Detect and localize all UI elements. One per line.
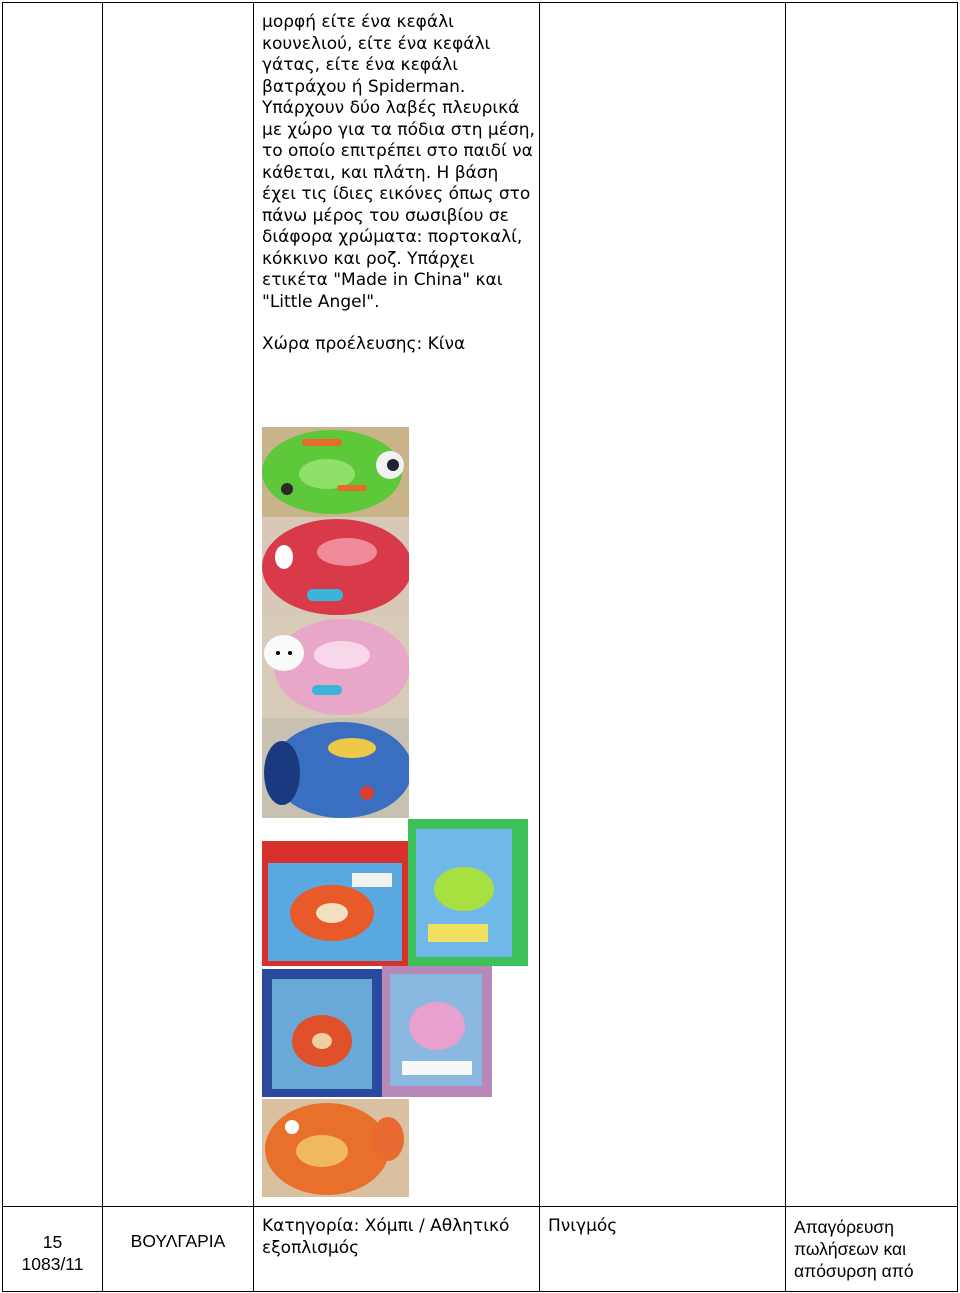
red-packaged-float-photo (262, 841, 408, 966)
pink-cat-float-photo (262, 615, 409, 718)
risk-type: Πνιγμός (548, 1216, 618, 1236)
col-border-4 (539, 2, 540, 1292)
blue-spiderman-float-photo (262, 718, 409, 818)
table-top-border (2, 2, 958, 3)
col-border-2 (102, 2, 103, 1292)
table-bottom-border (2, 1291, 958, 1292)
product-description-cell (262, 12, 537, 356)
blue-packaged-float-photo (262, 969, 382, 1097)
product-category: Κατηγορία: Χόμπι / Αθλητικό εξοπλισμός (262, 1216, 510, 1258)
alert-number: 15 (42, 1232, 63, 1252)
col-border-3 (253, 2, 254, 1292)
alert-reference: 1083/11 (21, 1254, 84, 1274)
orange-float-photo (262, 1099, 409, 1197)
col-border-5 (785, 2, 786, 1292)
pink-packaged-float-photo (382, 966, 492, 1097)
country-of-origin: Χώρα προέλευσης: Κίνα (262, 334, 466, 354)
measures-adopted: Απαγόρευση πωλήσεων και απόσυρση από (794, 1217, 914, 1281)
product-description: μορφή είτε ένα κεφάλι κουνελιού, είτε ένα κεφάλι γάτας, είτε ένα κεφάλι βατράχου ή Spiderman. Υπάρχουν δύο λαβές πλευρικά με χώρο για τα πόδια στη μέση, το οποίο επιτρέπει στο παιδί να κάθεται, και πλάτη. Η βάση έχει τις ίδιες εικόνες όπως στο πάνω μέρος του σωσιβίου σε διάφορα χρώματα: πορτοκαλί, κόκκινο και ροζ. Υπάρχει ετικέτα "Made in China" και "Little Angel". (262, 12, 535, 312)
row-divider (2, 1206, 958, 1207)
col-border-6 (957, 2, 958, 1292)
alert-number-cell (3, 1231, 102, 1275)
notifying-country: ΒΟΥΛΓΑΡΙΑ (130, 1231, 226, 1251)
green-packaged-float-photo (408, 819, 528, 966)
col-border-1 (2, 2, 3, 1292)
red-spiderman-float-photo (262, 517, 409, 615)
green-frog-float-photo (262, 427, 409, 517)
